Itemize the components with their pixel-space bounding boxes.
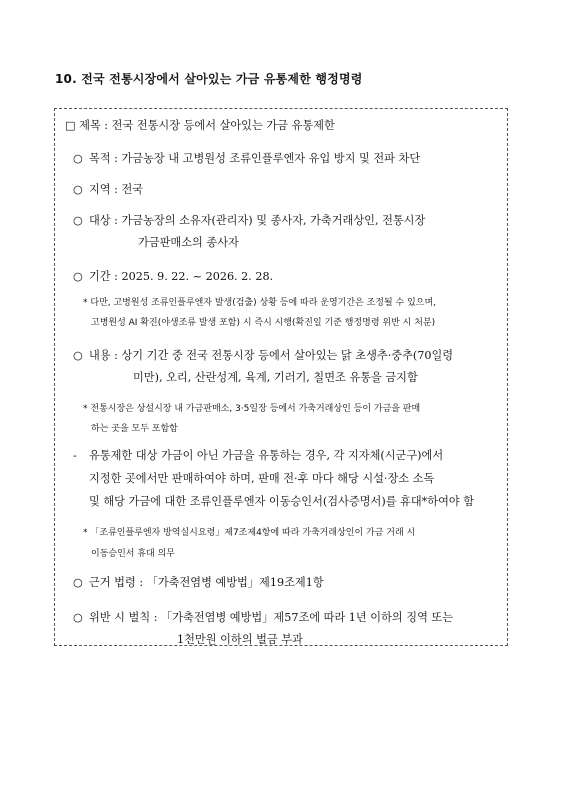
circle-bullet-icon: ○ [73, 611, 83, 624]
circle-bullet-icon: ○ [73, 270, 83, 283]
title-row [65, 117, 335, 133]
content-text-line2: 미만), 오리, 산란성계, 육계, 기러기, 칠면조 유통을 금지함 [133, 371, 418, 384]
content-note-line1: * 전통시장은 상설시장 내 가금판매소, 3·5일장 등에서 가축거래상인 등이 가금을 판매 [83, 404, 421, 414]
target-row [73, 212, 425, 228]
order-summary-box [54, 108, 508, 646]
penalty-text-line1: 위반 시 벌칙 : 「가축전염병 예방법」제57조에 따라 1년 이하의 징역 또는 [89, 611, 454, 624]
content-text-line1: 내용 : 상기 기간 중 전국 전통시장 등에서 살아있는 닭 초생추·중추(70일령 [89, 349, 454, 362]
purpose-row [73, 150, 420, 166]
square-bullet-icon: □ [65, 119, 76, 132]
circle-bullet-icon: ○ [73, 576, 83, 589]
dash-text-line1: 유통제한 대상 가금이 아닌 가금을 유통하는 경우, 각 지자체(시군구)에서 [89, 449, 444, 462]
dash-text-line3: 및 해당 가금에 대한 조류인플루엔자 이동승인서(검사증명서)를 휴대*하여야 함 [89, 495, 475, 508]
circle-bullet-icon: ○ [73, 349, 83, 362]
asterisk-icon: * [83, 528, 88, 538]
law-text: 근거 법령 : 「가축전염병 예방법」제19조제1항 [89, 576, 324, 589]
target-text-line2: 가금판매소의 종사자 [138, 236, 239, 249]
section-heading: 10. 전국 전통시장에서 살아있는 가금 유통제한 행정명령 [55, 72, 363, 86]
dash-text-line2: 지정한 곳에서만 판매하여야 하며, 판매 전·후 마다 해당 시설·장소 소독 [89, 472, 435, 485]
period-note-line1: * 다만, 고병원성 조류인플루엔자 발생(검출) 상황 등에 따라 운영기간은 조정될 수 있으며, [83, 298, 437, 308]
dash-note-line2: 이동승인서 휴대 의무 [91, 549, 175, 559]
dash-bullet: - [73, 449, 77, 462]
period-row [73, 268, 273, 284]
period-text: 기간 : 2025. 9. 22. ~ 2026. 2. 28. [89, 270, 274, 283]
dash-row [73, 447, 443, 463]
target-text-line1: 대상 : 가금농장의 소유자(관리자) 및 종사자, 가축거래상인, 전통시장 [89, 214, 426, 227]
region-text: 지역 : 전국 [89, 183, 144, 196]
penalty-row [73, 609, 453, 625]
region-row [73, 181, 143, 197]
penalty-text-line2: 1천만원 이하의 벌금 부과 [177, 633, 303, 646]
circle-bullet-icon: ○ [73, 183, 83, 196]
period-note-line2: 고병원성 AI 확진(야생조류 발생 포함) 시 즉시 시행(확진일 기준 행정명령 위반 시 처분) [91, 318, 436, 328]
law-row [73, 574, 324, 590]
asterisk-icon: * [83, 404, 88, 414]
content-row [73, 347, 453, 363]
title-text: 제목 : 전국 전통시장 등에서 살아있는 가금 유통제한 [79, 119, 335, 132]
purpose-text: 목적 : 가금농장 내 고병원성 조류인플루엔자 유입 방지 및 전파 차단 [89, 152, 421, 165]
circle-bullet-icon: ○ [73, 152, 83, 165]
circle-bullet-icon: ○ [73, 214, 83, 227]
asterisk-icon: * [83, 298, 88, 308]
content-note-line2: 하는 곳을 모두 포함함 [91, 424, 178, 434]
dash-note-line1: * 「조류인플루엔자 방역실시요령」제7조제4항에 따라 가축거래상인이 가금 거래 시 [83, 528, 416, 538]
